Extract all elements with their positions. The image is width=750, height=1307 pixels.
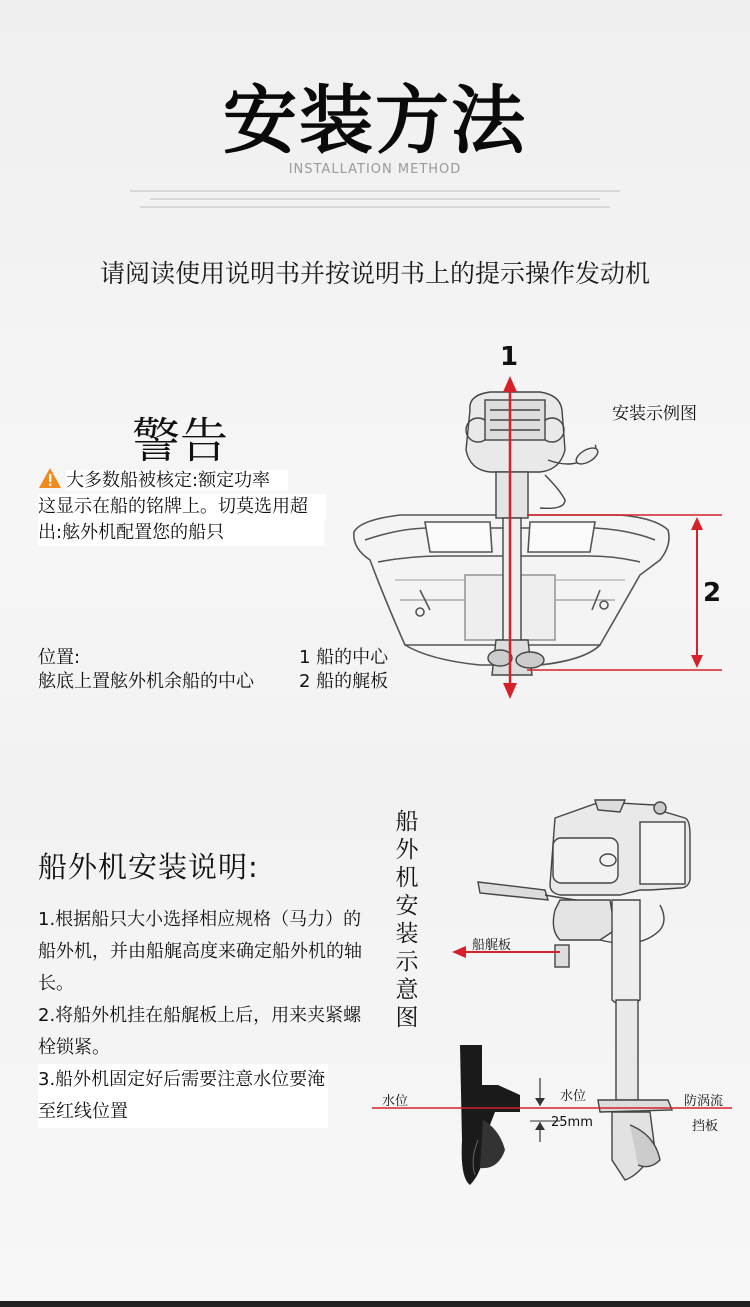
motor-lower-unit-dark xyxy=(460,1045,520,1185)
position-block xyxy=(38,646,254,694)
vertical-diagram-title: 船外机安装示意图 xyxy=(395,809,419,1031)
legend-item-center: 1 船的中心 xyxy=(299,647,389,668)
anti-cavitation-plate-label: 挡板 xyxy=(692,1119,719,1134)
warning-line-1: 大多数船被核定:额定功率 xyxy=(38,467,326,494)
center-marker-number: 1 xyxy=(500,342,519,372)
step-1: 1.根据船只大小选择相应规格（马力）的船外机，并由船艉高度来确定船外机的轴长。 xyxy=(38,909,362,994)
diagram-caption: 安装示例图 xyxy=(612,404,697,424)
page-title: 安装方法 xyxy=(223,78,527,164)
warning-text xyxy=(38,467,326,546)
transom-label: 船艉板 xyxy=(472,938,512,953)
anti-cavitation-label: 防涡流 xyxy=(684,1094,724,1109)
transom-marker-number: 2 xyxy=(703,578,722,608)
diagram-legend xyxy=(299,646,388,694)
water-level-label-left: 水位 xyxy=(382,1094,409,1109)
legend-item-transom: 2 船的艉板 xyxy=(299,671,389,692)
instruction-text: 请阅读使用说明书并按说明书上的提示操作发动机 xyxy=(99,259,650,288)
step-3: 3.船外机固定好后需要注意水位要淹至红线位置 xyxy=(38,1064,328,1128)
depth-arrows xyxy=(530,1078,560,1142)
step-2: 2.将船外机挂在船艉板上后，用来夹紧螺栓锁紧。 xyxy=(38,1005,362,1058)
position-text: 舷底上置舷外机余船的中心 xyxy=(38,671,254,692)
water-level-label-right: 水位 xyxy=(560,1089,587,1104)
depth-label: 25mm xyxy=(551,1115,593,1130)
bottom-divider xyxy=(0,1301,750,1307)
warning-triangle-icon xyxy=(38,467,62,489)
warning-title: 警告 xyxy=(132,413,229,469)
install-steps xyxy=(38,904,378,1128)
warning-line-2: 这显示在船的铭牌上。切莫选用超 xyxy=(38,494,326,520)
position-label: 位置: xyxy=(38,647,81,668)
warning-line-3: 出:舷外机配置您的船只 xyxy=(38,520,324,546)
section-title: 船外机安装说明: xyxy=(38,850,259,884)
page-subtitle: INSTALLATION METHOD xyxy=(288,162,462,177)
